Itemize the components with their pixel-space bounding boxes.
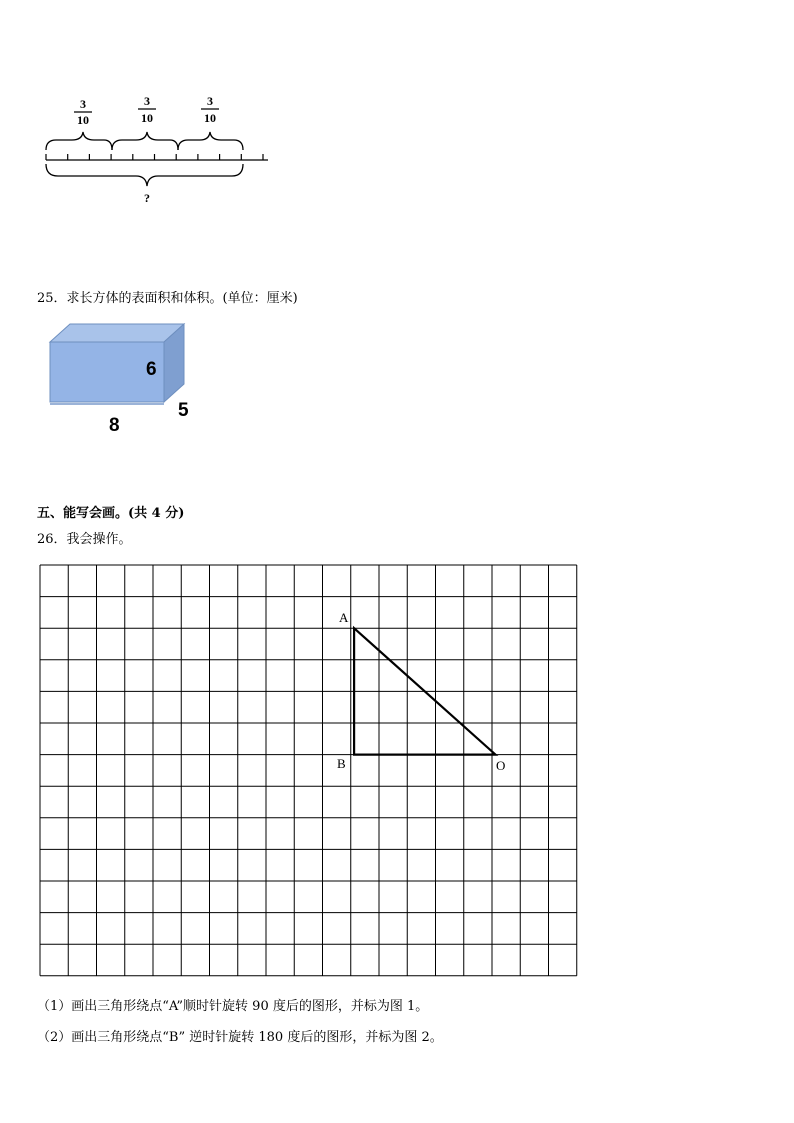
question-26-part-2: （2）画出三角形绕点“B” 逆时针旋转 180 度后的图形，并标为图 2。 xyxy=(37,1030,443,1045)
bottom-brace xyxy=(46,164,243,186)
cuboid-figure xyxy=(40,320,200,440)
question-25-text: 25．求长方体的表面积和体积。(单位：厘米) xyxy=(37,291,298,306)
top-brace-2 xyxy=(112,132,178,150)
point-b-label: B xyxy=(337,756,346,771)
top-brace-3 xyxy=(178,132,243,150)
fraction-3-numerator: 3 xyxy=(207,94,213,108)
point-a-label: A xyxy=(339,610,349,625)
fraction-label-2 xyxy=(138,94,156,125)
fraction-1-numerator: 3 xyxy=(80,97,86,111)
cuboid-top-face xyxy=(50,324,184,342)
cuboid-width-label: 5 xyxy=(178,400,189,421)
fraction-1-denominator: 10 xyxy=(77,113,89,127)
question-26-part-1: （1）画出三角形绕点“A”顺时针旋转 90 度后的图形，并标为图 1。 xyxy=(37,999,429,1014)
question-26-text: 26．我会操作。 xyxy=(37,532,132,547)
square-grid-figure xyxy=(30,556,590,986)
fraction-number-line-diagram xyxy=(36,88,276,208)
number-line-ticks xyxy=(46,154,263,160)
fraction-2-denominator: 10 xyxy=(141,111,153,125)
fraction-label-3 xyxy=(201,94,219,125)
fraction-label-1 xyxy=(74,97,92,127)
fraction-2-numerator: 3 xyxy=(144,94,150,108)
cuboid-height-label: 6 xyxy=(146,359,157,380)
section-5-heading: 五、能写会画。(共 4 分) xyxy=(37,506,185,521)
fraction-3-denominator: 10 xyxy=(204,111,216,125)
cuboid-length-label: 8 xyxy=(109,415,120,436)
top-brace-1 xyxy=(46,132,112,150)
point-o-label: O xyxy=(496,758,506,773)
total-question-mark: ? xyxy=(144,191,150,205)
